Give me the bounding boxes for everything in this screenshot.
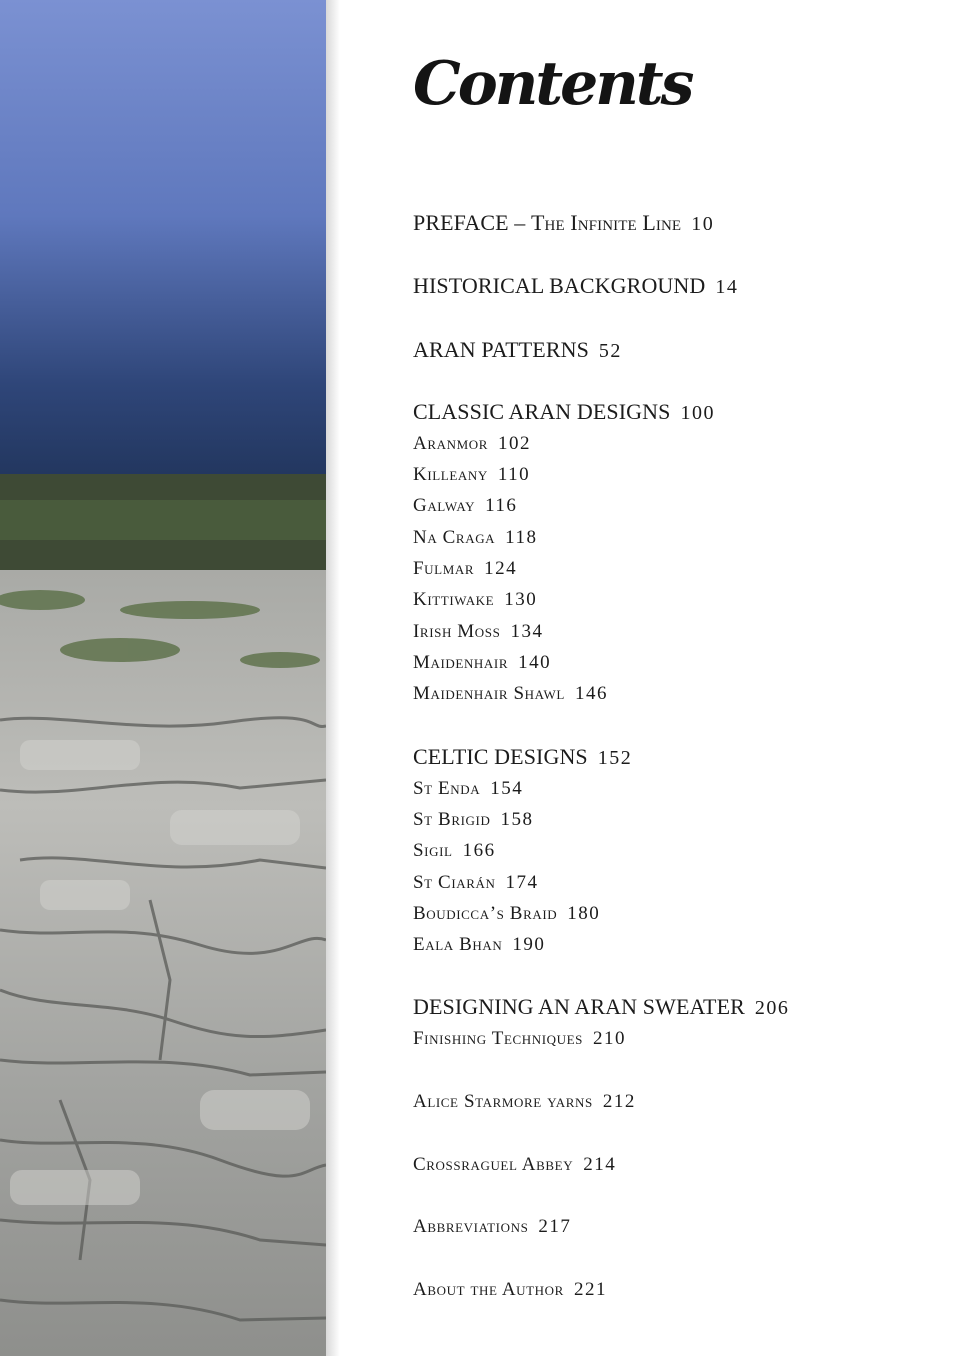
page-number: 210 [593,1028,627,1049]
toc-subentry[interactable] [413,653,551,672]
entry-label: St Ciarán [413,872,496,893]
entry-label: Maidenhair Shawl [413,683,565,704]
entry-label: Finishing Techniques [413,1028,584,1049]
entry-label: About the Author [413,1279,564,1300]
page-number: 130 [504,589,538,610]
entry-label: Na Craga [413,527,496,548]
landscape-photo [0,0,326,1356]
page-number: 158 [500,809,534,830]
page-number: 134 [510,621,544,642]
toc-entry[interactable] [413,275,738,297]
page-number: 190 [512,934,546,955]
entry-subtitle: The Infinite Line [530,210,682,235]
toc-subentry[interactable] [413,496,517,515]
page-number: 214 [583,1154,617,1175]
entry-label: Boudicca’s Braid [413,903,558,924]
page-number: 110 [497,464,531,485]
page-number: 100 [680,402,715,424]
page-number: 140 [518,652,552,673]
entry-label: Alice Starmore yarns [413,1091,593,1112]
page-number: 14 [715,276,739,298]
page-number: 10 [691,213,715,235]
entry-label: Aranmor [413,433,488,454]
entry-label: Kittiwake [413,589,495,610]
entry-label: Abbreviations [413,1216,529,1237]
page-number: 118 [505,527,538,548]
page-number: 174 [505,872,539,893]
entry-label: Fulmar [413,558,475,579]
toc-subentry[interactable] [413,528,537,547]
page-number: 221 [573,1279,607,1300]
toc-subentry[interactable] [413,1280,607,1299]
entry-label: CELTIC DESIGNS [413,744,588,769]
entry-label: ARAN PATTERNS [413,337,589,362]
toc-subentry[interactable] [413,1029,626,1048]
toc-entry[interactable] [413,339,622,361]
page-number: 152 [597,747,633,769]
toc-entry[interactable] [413,996,789,1018]
page-number: 146 [574,683,608,704]
entry-label: CLASSIC ARAN DESIGNS [413,399,671,424]
table-of-contents [413,0,933,1356]
entry-label: St Enda [413,778,481,799]
entry-label: PREFACE [413,210,509,235]
toc-subentry[interactable] [413,434,531,453]
entry-label: Sigil [413,840,453,861]
toc-subentry[interactable] [413,841,496,860]
entry-separator: – [508,210,531,235]
page-number: 52 [598,340,622,362]
page-number: 206 [754,997,790,1019]
page-number: 180 [567,903,601,924]
toc-subentry[interactable] [413,810,533,829]
entry-label: Galway [413,495,476,516]
toc-subentry[interactable] [413,779,523,798]
page-number: 166 [462,840,496,861]
toc-entry[interactable] [413,401,715,423]
toc-subentry[interactable] [413,590,537,609]
page-title: Contents [413,49,692,119]
toc-subentry[interactable] [413,873,539,892]
entry-label: Crossraguel Abbey [413,1154,574,1175]
page-number: 217 [538,1216,572,1237]
page-number: 212 [602,1091,636,1112]
page-number: 124 [484,558,518,579]
toc-subentry[interactable] [413,1155,616,1174]
entry-label: Killeany [413,464,488,485]
page-number: 116 [485,495,518,516]
entry-label: Irish Moss [413,621,501,642]
entry-label: DESIGNING AN ARAN SWEATER [413,994,745,1019]
toc-subentry[interactable] [413,1217,571,1236]
toc-subentry[interactable] [413,559,517,578]
toc-entry[interactable] [413,746,632,768]
toc-entry[interactable] [413,212,714,234]
entry-label: HISTORICAL BACKGROUND [413,273,706,298]
toc-subentry[interactable] [413,622,543,641]
entry-label: Maidenhair [413,652,509,673]
toc-subentry[interactable] [413,1092,636,1111]
entry-label: Eala Bhan [413,934,503,955]
page-number: 102 [498,433,531,454]
toc-subentry[interactable] [413,904,600,923]
entry-label: St Brigid [413,809,491,830]
toc-subentry[interactable] [413,684,608,703]
toc-subentry[interactable] [413,935,545,954]
toc-subentry[interactable] [413,465,530,484]
page-number: 154 [490,778,524,799]
page-gutter [326,0,340,1356]
